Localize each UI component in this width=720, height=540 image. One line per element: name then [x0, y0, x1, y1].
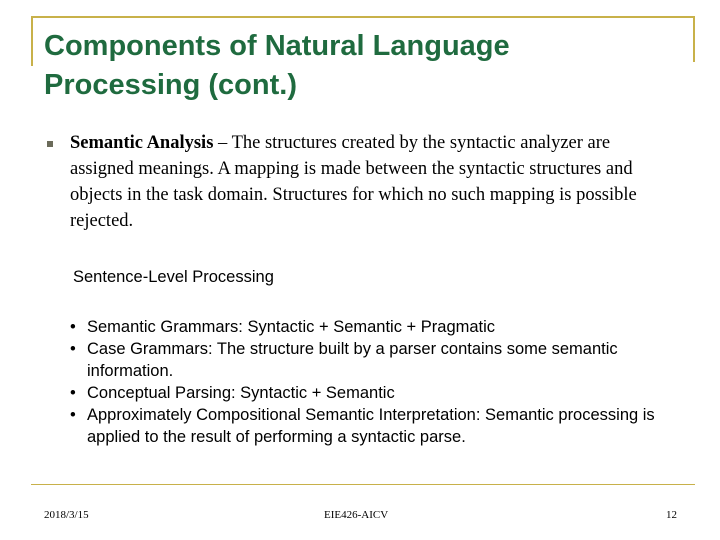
slide-title-line1: Components of Natural Language [44, 30, 510, 62]
slide-title [44, 27, 684, 105]
footer-course: EIE426-AICV [324, 509, 389, 521]
square-bullet-icon [47, 141, 53, 147]
list-item-text: Semantic Grammars: Syntactic + Semantic + Pragmatic [87, 318, 496, 336]
list-item-text: Case Grammars: The structure built by a parser contains some semantic information. [87, 340, 618, 380]
bullet-dot-icon: • [70, 406, 76, 424]
bullet-term: Semantic Analysis [70, 133, 214, 153]
list-item [70, 338, 680, 382]
section-heading: Sentence-Level Processing [73, 268, 274, 286]
bullet-dot-icon: • [70, 318, 76, 336]
list-item [70, 404, 680, 448]
list-item-text: Conceptual Parsing: Syntactic + Semantic [87, 384, 395, 402]
slide-title-line2: Processing (cont.) [44, 69, 297, 101]
list-item [70, 382, 680, 404]
footer-page-number: 12 [666, 509, 677, 521]
frame-bottom-line [31, 484, 695, 485]
frame-left-line [31, 16, 33, 66]
sub-bullet-list [70, 316, 680, 448]
frame-top-line [31, 16, 695, 18]
bullet-dot-icon: • [70, 340, 76, 358]
semantic-analysis-paragraph [70, 130, 670, 234]
list-item-text: Approximately Compositional Semantic Interpretation: Semantic processing is applied to the result of performing a syntactic parse. [87, 406, 655, 446]
bullet-text: – The structures created by the syntactic analyzer are assigned meanings. A mapping is made between the syntactic structures and objects in the task domain. Structures for which no such mapping is possible rejected. [70, 133, 637, 231]
list-item [70, 316, 680, 338]
frame-right-line [693, 16, 695, 62]
bullet-dot-icon: • [70, 384, 76, 402]
footer-date: 2018/3/15 [44, 509, 89, 521]
